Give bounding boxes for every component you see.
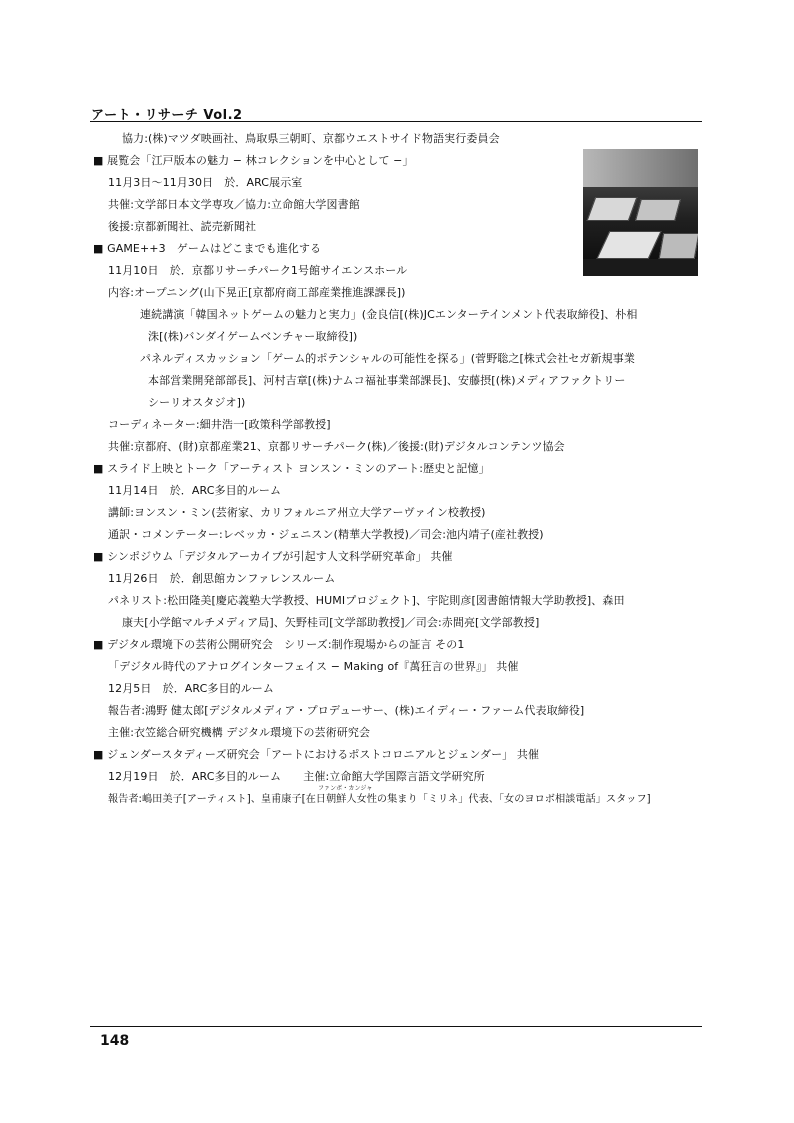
text-line: 洙[(株)バンダイゲームベンチャー取締役]) [148,330,358,343]
text-line: 12月5日 於．ARC多目的ルーム [108,682,274,695]
text-line: 「デジタル時代のアナログインターフェイス − Making of『萬狂言の世界』」 共催 [108,660,519,673]
furigana: ファンボ・カンジャ [318,785,373,792]
text-line: 主催:衣笠総合研究機構 デジタル環境下の芸術研究会 [108,726,371,739]
text-line: 講師:ヨンスン・ミン(芸術家、カリフォルニア州立大学アーヴァイン校教授) [108,506,486,519]
text-line: シーリオスタジオ]) [148,396,246,409]
exhibition-photo [583,149,698,276]
text-line: ■ デジタル環境下の芸術公開研究会 シリーズ:制作現場からの証言 その1 [93,638,465,651]
text-line: 本部営業開発部部長]、河村吉章[(株)ナムコ福祉事業部課長]、安藤摂[(株)メディアファクトリー [148,374,626,387]
text-line: ■ ジェンダースタディーズ研究会「アートにおけるポストコロニアルとジェンダー」 共催 [93,748,540,761]
text-line: 11月3日〜11月30日 於．ARC展示室 [108,176,303,189]
header-rule [90,121,702,122]
text-line: 11月10日 於．京都リサーチパーク1号館サイエンスホール [108,264,408,277]
text-line: パネルディスカッション「ゲーム的ポテンシャルの可能性を探る」(菅野聡之[株式会社セガ新規事業 [140,352,635,365]
text-line: パネリスト:松田隆美[慶応義塾大学教授、HUMIプロジェクト]、宇陀則彦[図書館情報大学助教授]、森田 [108,594,625,607]
text-line: ■ スライド上映とトーク「アーティスト ヨンスン・ミンのアート:歴史と記憶」 [93,462,490,475]
text-line: 報告者:鴻野 健太郎[デジタルメディア・プロデューサー、(株)エイディー・ファーム代表取締役] [108,704,585,717]
text-line: ■ GAME++3 ゲームはどこまでも進化する [93,242,322,255]
text-line: 通訳・コメンテーター:レベッカ・ジェニスン(精華大学教授)／司会:池内靖子(産社教授) [108,528,544,541]
text-line: 康夫[小学館マルチメディア局]、矢野桂司[文学部助教授]／司会:赤間亮[文学部教授] [122,616,540,629]
text-line: 12月19日 於．ARC多目的ルーム 主催:立命館大学国際言語文学研究所 [108,770,485,783]
text-line: 内容:オープニング(山下晃正[京都府商工部産業推進課課長]) [108,286,406,299]
header-title: アート・リサーチ Vol.2 [91,108,243,123]
text-line: 11月26日 於．創思館カンファレンスルーム [108,572,336,585]
text-line: ■ 展覧会「江戸版本の魅力 − 林コレクションを中心として −」 [93,154,414,167]
page-number: 148 [100,1033,130,1049]
text-line: コーディネーター:細井浩一[政策科学部教授] [108,418,331,431]
text-line: 11月14日 於．ARC多目的ルーム [108,484,282,497]
text-line: 協力:(株)マツダ映画社、鳥取県三朝町、京都ウエストサイド物語実行委員会 [122,132,500,145]
text-line: 連続講演「韓国ネットゲームの魅力と実力」(金良信[(株)JCエンターテインメント代表取締役]、朴相 [140,308,638,321]
footer-rule [90,1026,702,1027]
text-line: 報告者:嶋田美子[アーティスト]、皇甫康子[在日朝鮮人女性の集まり「ミリネ」代表、「女のヨロボ相談電話」スタッフ] [108,794,651,805]
text-line: 共催:京都府、(財)京都産業21、京都リサーチパーク(株)／後援:(財)デジタルコンテンツ協会 [108,440,565,453]
text-line: ■ シンポジウム「デジタルアーカイブが引起す人文科学研究革命」 共催 [93,550,453,563]
text-line: 後援:京都新聞社、読売新聞社 [108,220,257,233]
text-line: 共催:文学部日本文学専攻／協力:立命館大学図書館 [108,198,360,211]
